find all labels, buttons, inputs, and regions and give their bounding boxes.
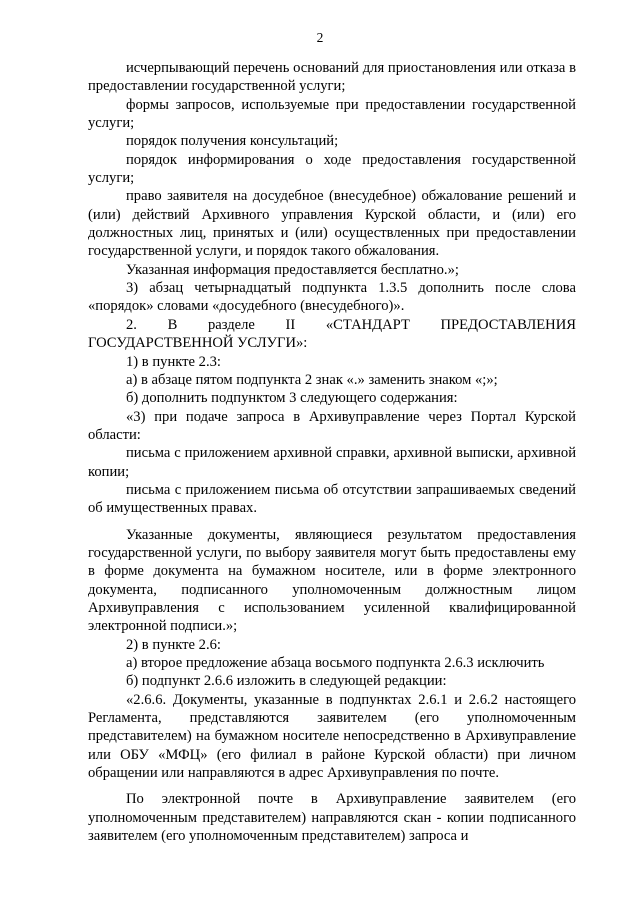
paragraph-portal-request: «3) при подаче запроса в Архивуправление через Портал Курской области:	[88, 408, 576, 443]
paragraph-email-submission: По электронной почте в Архивуправление заявителем (его уполномоченным представителем) направляются скан - копии подписанного заявителем (его уполномоченным представителем) запроса и	[88, 791, 576, 845]
paragraph-item-2-6-a: а) второе предложение абзаца восьмого подпункта 2.6.3 исключить	[126, 655, 545, 671]
paragraph-appeal-right: право заявителя на досудебное (внесудебное) обжалование решений и (или) действий Архивного управления Курской области, и (или) его должностных лиц, принятых и (или) осуществленных при предоставлении государственной услуги, и порядок такого обжалования.	[88, 188, 576, 260]
paragraph-free-info: Указанная информация предоставляется бесплатно.»;	[126, 261, 459, 278]
paragraph-item-2-6-b: б) подпункт 2.6.6 изложить в следующей редакции:	[126, 673, 447, 690]
paragraph-consultations: порядок получения консультаций;	[126, 133, 339, 150]
paragraph-informing-order: порядок информирования о ходе предоставления государственной услуги;	[88, 151, 576, 187]
page-number: 2	[316, 30, 324, 45]
paragraph-item-2-3-b: б) дополнить подпунктом 3 следующего содержания:	[126, 390, 458, 407]
document-body	[88, 59, 576, 845]
paragraph-item-2-3: 1) в пункте 2.3:	[126, 353, 221, 370]
paragraph-result-documents: Указанные документы, являющиеся результатом предоставления государственной услуги, по выбору заявителя могут быть предоставлены ему в форме документа на бумажном носителе, или в форме электронного документа, подписанного уполномоченным должностным лицом Архивуправления с использованием усиленной квалифицированной электронной подписи.»;	[88, 526, 576, 635]
paragraph-absence-letters: письма с приложением письма об отсутствии запрашиваемых сведений об имущественных правах.	[88, 481, 576, 517]
paragraph-suspension-grounds: исчерпывающий перечень оснований для приостановления или отказа в предоставлении государственной услуги;	[88, 60, 576, 95]
paragraph-archive-letters: письма с приложением архивной справки, архивной выписки, архивной копии;	[88, 445, 576, 480]
paragraph-item-2-3-a: а) в абзаце пятом подпункта 2 знак «.» заменить знаком «;»;	[126, 371, 498, 388]
paragraph-amendment-3: 3) абзац четырнадцатый подпункта 1.3.5 дополнить после слова «порядок» словами «досудебного (внесудебного)».	[88, 280, 576, 315]
paragraph-item-2-6: 2) в пункте 2.6:	[126, 636, 221, 653]
paragraph-request-forms: формы запросов, используемые при предоставлении государственной услуги;	[88, 96, 576, 132]
paragraph-2-6-6: «2.6.6. Документы, указанные в подпунктах 2.6.1 и 2.6.2 настоящего Регламента, представляются заявителем (его уполномоченным представителем) на бумажном носителе непосредственно в Архивуправление или ОБУ «МФЦ» (его филиал в районе Курской области) при личном обращении или направляются в адрес Архивуправления по почте.	[88, 691, 576, 782]
paragraph-section-2-heading: 2. В разделе II «СТАНДАРТ ПРЕДОСТАВЛЕНИЯ ГОСУДАРСТВЕННОЙ УСЛУГИ»:	[88, 316, 576, 352]
